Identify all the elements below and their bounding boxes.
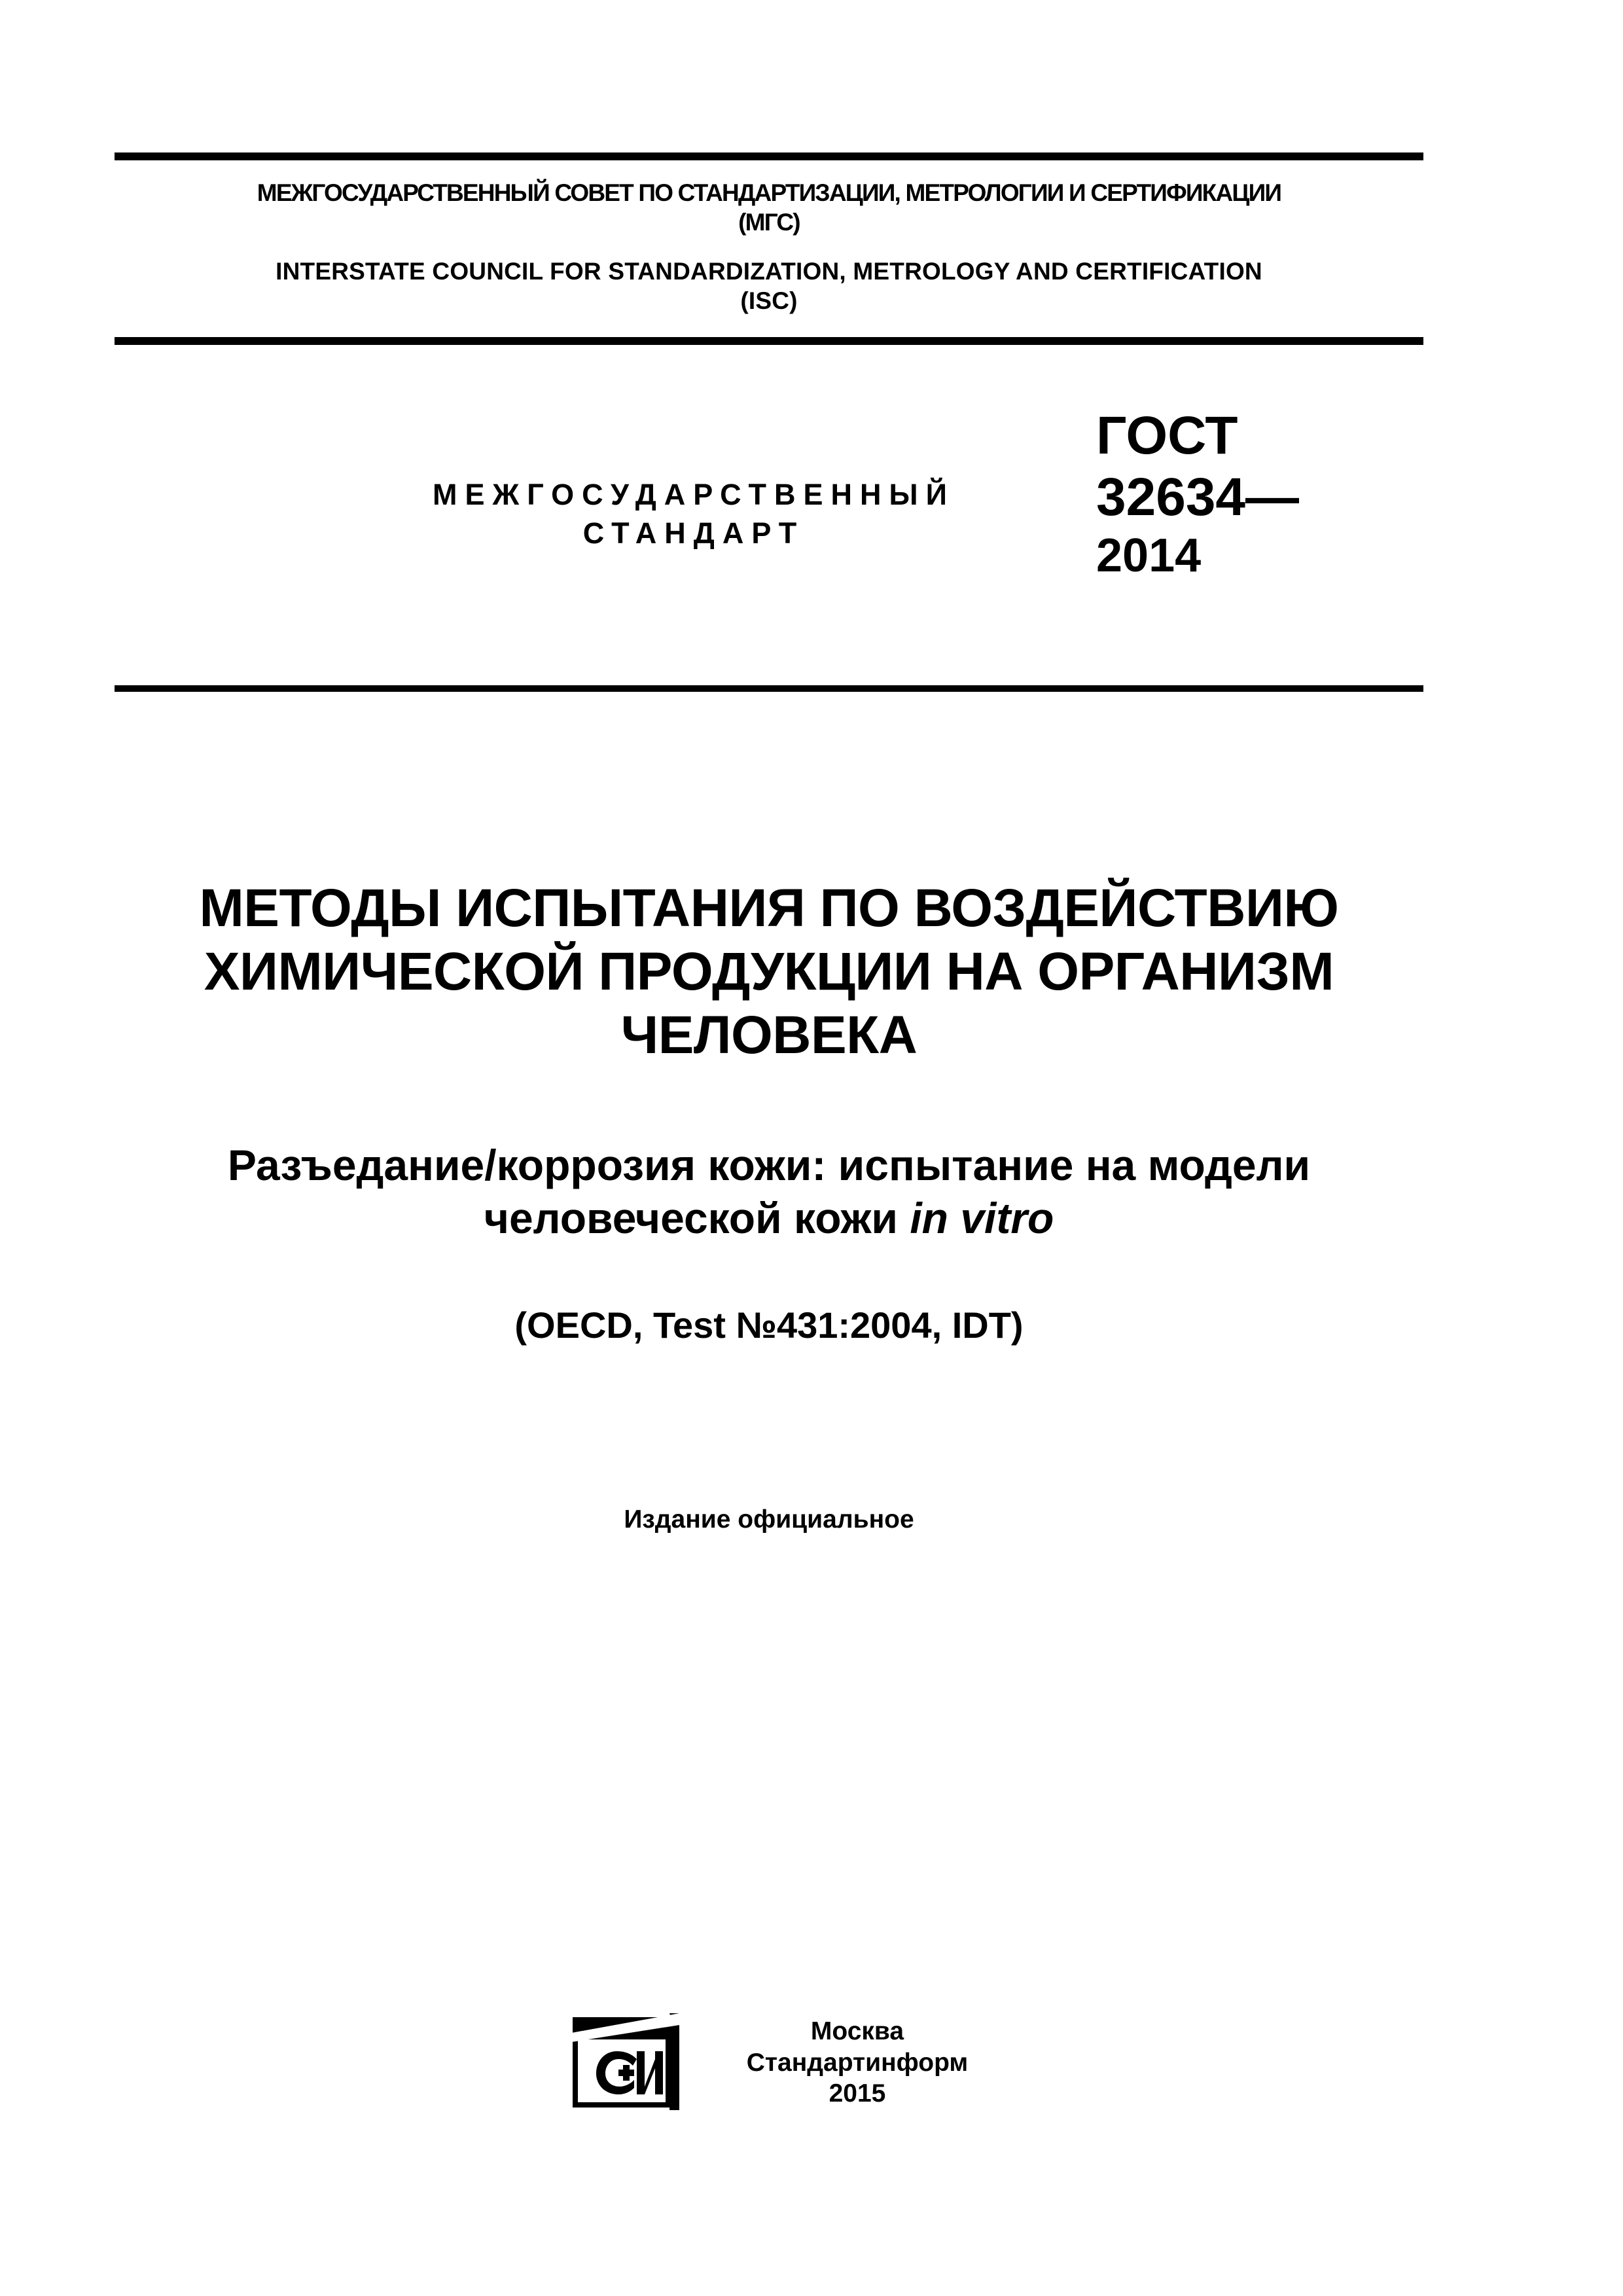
- header-bottom-rule: [115, 337, 1423, 345]
- official-edition-label: Издание официальное: [624, 1505, 914, 1534]
- publisher-name: Стандартинформ: [746, 2048, 969, 2077]
- council-english: [115, 257, 1423, 315]
- subtitle-line-1: Разъедание/коррозия кожи: испытание на модели: [227, 1141, 1311, 1189]
- council-ru-abbr: (МГС): [738, 209, 800, 236]
- oecd-reference: (OECD, Test №431:2004, IDT): [514, 1304, 1024, 1346]
- publisher-year: 2015: [829, 2079, 886, 2108]
- subtitle-line-2: [115, 1192, 1423, 1245]
- subtitle-in-vitro: in vitro: [910, 1194, 1054, 1243]
- interstate-standard-label: [373, 476, 1014, 552]
- council-ru-name: МЕЖГОСУДАРСТВЕННЫЙ СОВЕТ ПО СТАНДАРТИЗАЦИИ, МЕТРОЛОГИИ И СЕРТИФИКАЦИИ: [257, 179, 1281, 206]
- council-russian: [115, 178, 1423, 237]
- designation-bottom-rule: [115, 685, 1423, 692]
- publisher-city: Москва: [810, 2017, 904, 2045]
- title-line-3: ЧЕЛОВЕКА: [620, 1005, 918, 1065]
- document-title: [115, 877, 1423, 1067]
- subtitle-line-2-plain: человеческой кожи: [484, 1194, 910, 1243]
- title-line-2: ХИМИЧЕСКОЙ ПРОДУКЦИИ НА ОРГАНИЗМ: [204, 941, 1334, 1001]
- gost-number: 32634—: [1096, 467, 1300, 527]
- label-line-1: МЕЖГОСУДАРСТВЕННЫЙ: [433, 478, 955, 511]
- label-line-2: СТАНДАРТ: [582, 516, 805, 550]
- publisher-block: [707, 2016, 1008, 2109]
- document-subtitle: [115, 1139, 1423, 1245]
- gost-word: ГОСТ: [1096, 406, 1238, 465]
- council-en-abbr: (ISC): [740, 287, 798, 315]
- title-line-1: МЕТОДЫ ИСПЫТАНИЯ ПО ВОЗДЕЙСТВИЮ: [199, 878, 1339, 938]
- standartinform-logo: [571, 2013, 679, 2110]
- council-en-name: INTERSTATE COUNCIL FOR STANDARDIZATION, METROLOGY AND CERTIFICATION: [276, 258, 1262, 285]
- gost-designation: [1096, 406, 1300, 587]
- top-rule: [115, 152, 1423, 160]
- gost-year: 2014: [1096, 529, 1202, 582]
